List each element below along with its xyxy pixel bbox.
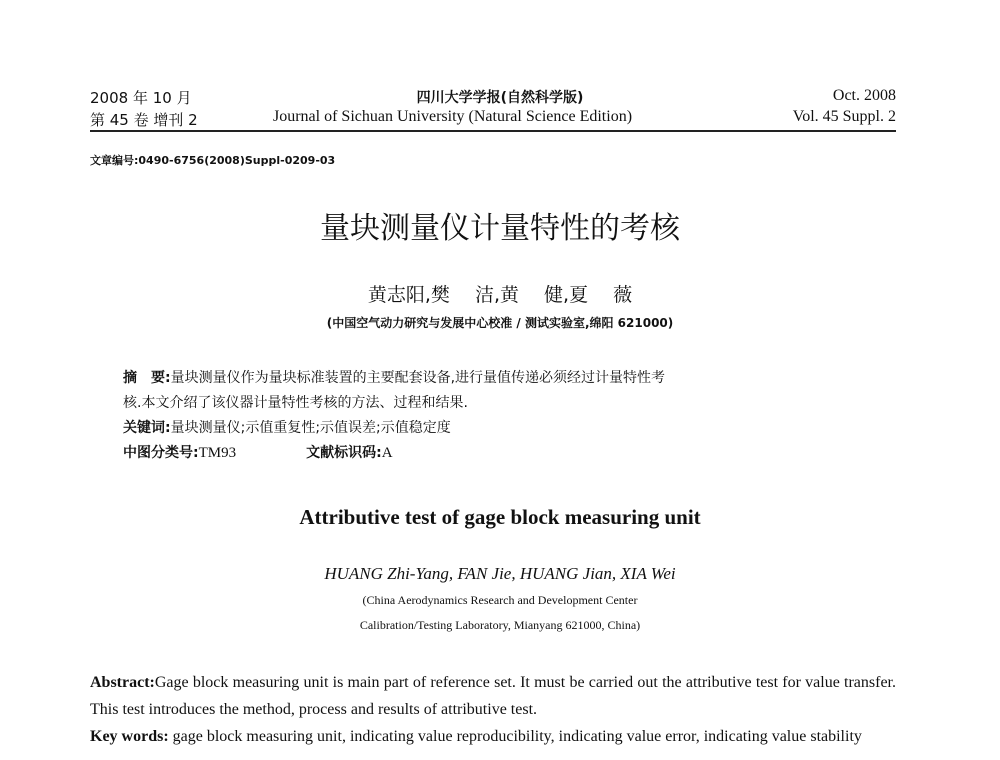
authors-en: HUANG Zhi-Yang, FAN Jie, HUANG Jian, XIA Wei: [324, 564, 676, 583]
header-journal-cn: 四川大学学报(自然科学版): [416, 90, 584, 106]
abstract-en: [90, 669, 896, 750]
affiliation-en-line2: Calibration/Testing Laboratory, Mianyang 621000, China): [359, 618, 641, 632]
abstract-en-label: Abstract:: [90, 674, 155, 691]
class-number-label: 中图分类号:: [123, 445, 199, 461]
abstract-cn: [123, 366, 863, 466]
header-date-en: Oct. 2008: [832, 87, 896, 104]
authors-cn: 黄志阳,樊 洁,黄 健,夏 薇: [367, 284, 633, 306]
class-number: TM93: [198, 445, 237, 461]
title-cn: 量块测量仪计量特性的考核: [320, 211, 680, 246]
keywords-en: gage block measuring unit, indicating value reproducibility, indicating value error, indicating value stability: [172, 728, 862, 745]
header-rule: [90, 130, 896, 132]
keywords-cn: 量块测量仪;示值重复性;示值误差;示值稳定度: [170, 420, 451, 436]
header-volume-cn: 第 45 卷 增刊 2: [90, 111, 198, 129]
header-date-cn: 2008 年 10 月: [90, 89, 192, 107]
doc-code-label: 文献标识码:: [306, 445, 382, 461]
keywords-cn-label: 关键词:: [123, 420, 171, 436]
affiliation-cn: (中国空气动力研究与发展中心校准 / 测试实验室,绵阳 621000): [326, 316, 674, 330]
header-journal-en: Journal of Sichuan University (Natural Science Edition): [273, 108, 633, 125]
article-number: 文章编号:0490-6756(2008)Suppl-0209-03: [90, 154, 336, 167]
doc-code: A: [381, 445, 393, 461]
abstract-cn-line1: 量块测量仪作为量块标准装置的主要配套设备,进行量值传递必须经过计量特性考: [170, 370, 666, 386]
keywords-en-label: Key words:: [90, 728, 169, 745]
abstract-en-text: Gage block measuring unit is main part of reference set. It must be carried out the attributive test for value transfer. This test introduces the method, process and results of attributive test.: [90, 674, 896, 718]
affiliation-en-line1: (China Aerodynamics Research and Development Center: [362, 593, 638, 607]
abstract-cn-label: 摘 要:: [123, 370, 171, 386]
header-volume-en: Vol. 45 Suppl. 2: [792, 108, 896, 125]
abstract-cn-line2: 核.本文介绍了该仪器计量特性考核的方法、过程和结果.: [123, 395, 468, 411]
title-en: Attributive test of gage block measuring unit: [299, 505, 701, 529]
